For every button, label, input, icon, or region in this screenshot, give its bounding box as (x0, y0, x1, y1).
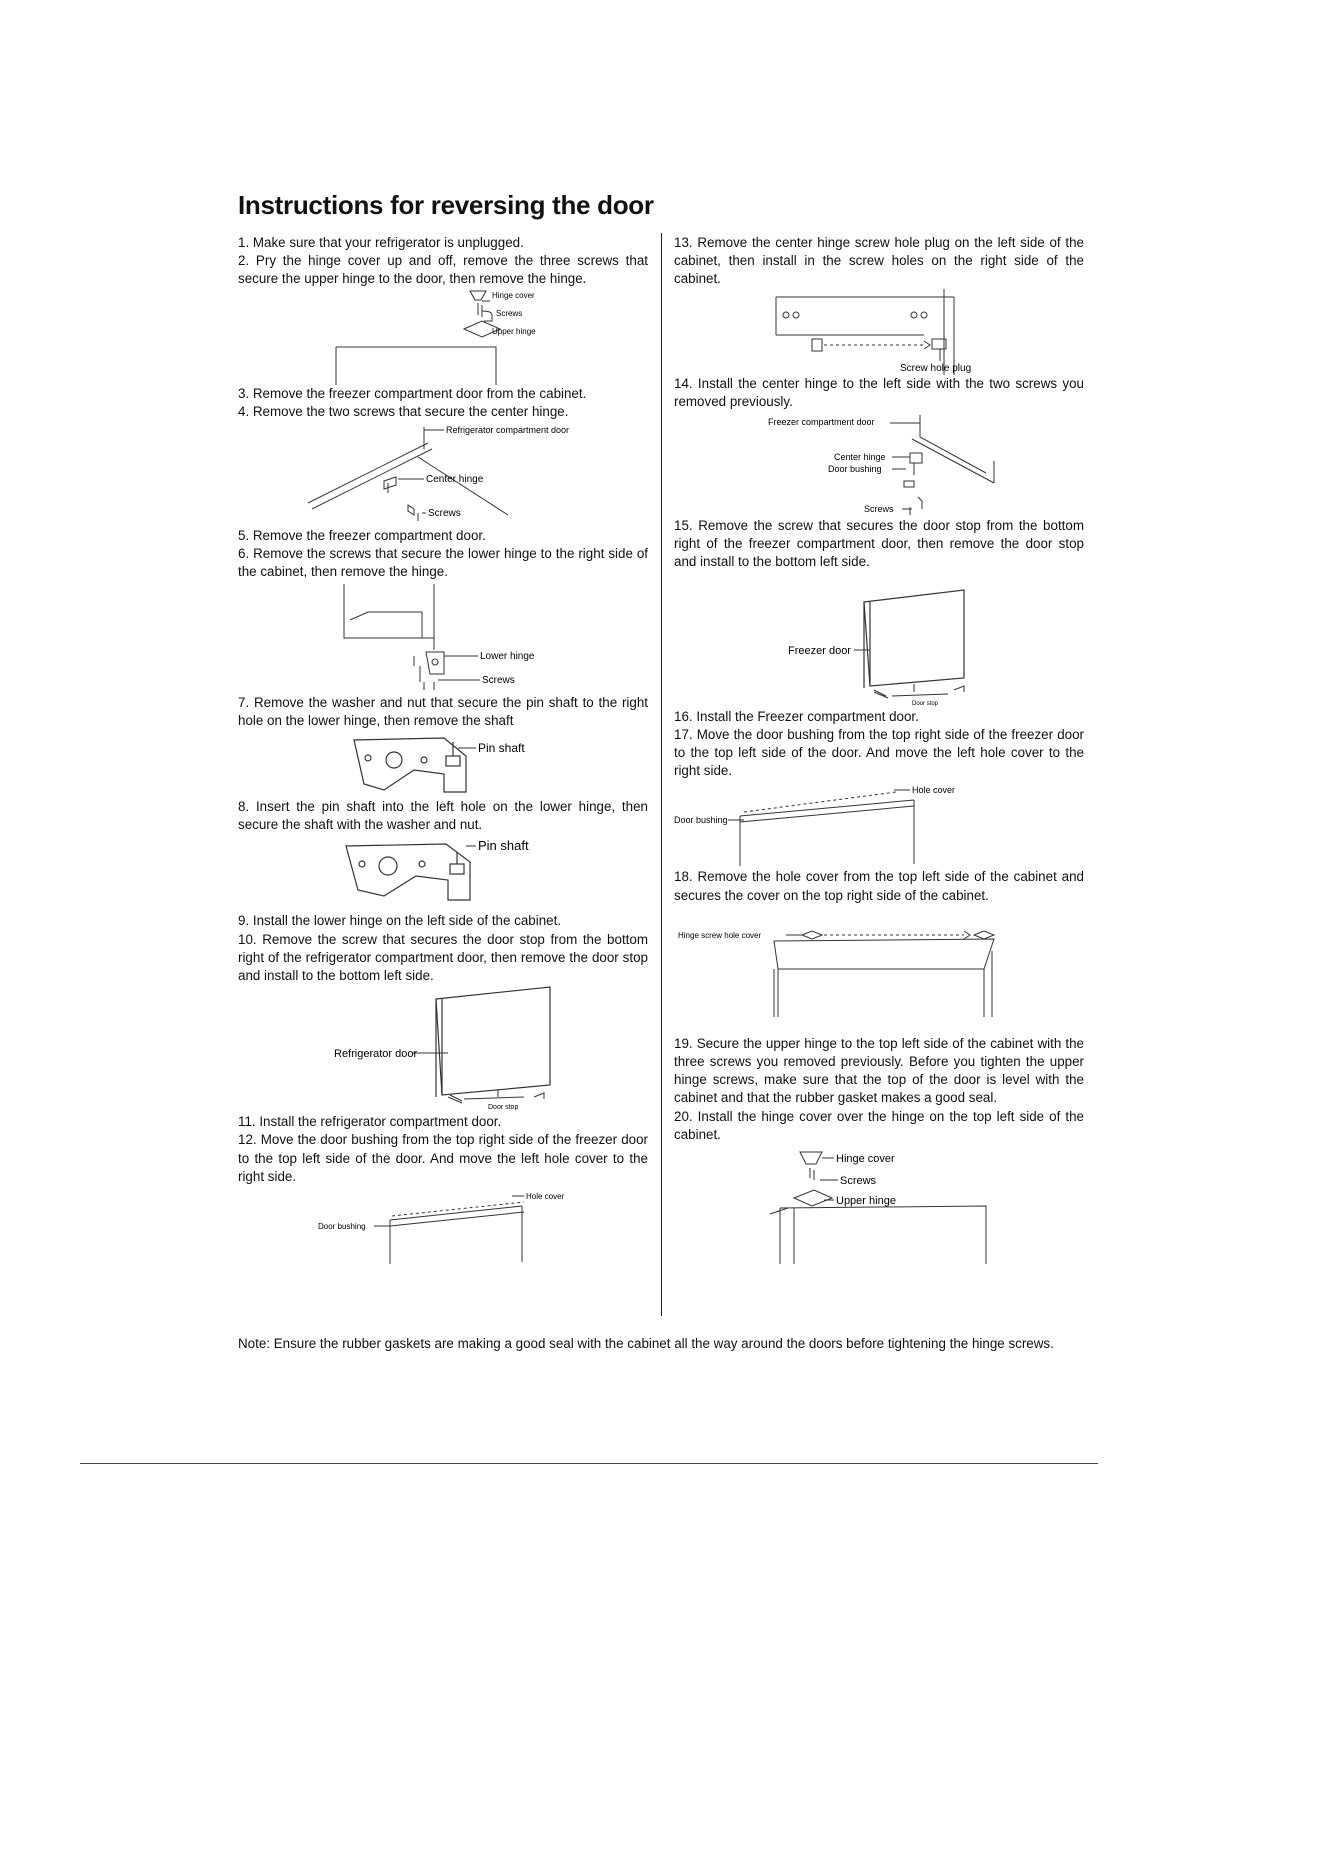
fig-lower-hinge (238, 582, 648, 694)
fig-refrigerator-door-stop (238, 985, 648, 1113)
fig-hinge-screw-hole-cover (674, 905, 1084, 1035)
step-10: 10. Remove the screw that secures the door stop from the bottom right of the refrigerator compartment door, then remove the door stop and install to the bottom left side. (238, 931, 648, 984)
column-divider (661, 233, 662, 1316)
label-door-bushing-2: Door bushing (828, 464, 882, 475)
step-6: 6. Remove the screws that secure the lower hinge to the right side of the cabinet, then remove the hinge. (238, 546, 648, 580)
label-screws-3: Screws (482, 674, 515, 686)
step-5: 5. Remove the freezer compartment door. (238, 528, 486, 544)
step-1: 1. Make sure that your refrigerator is unplugged. (238, 235, 524, 250)
label-door-stop-2: Door stop (912, 700, 939, 707)
fig-freezer-door-stop (674, 572, 1084, 708)
label-center-hinge-2: Center hinge (834, 452, 886, 463)
label-hole-cover: Hole cover (526, 1192, 565, 1202)
fig-hinge-cover-install (674, 1144, 1084, 1264)
fig-screw-hole-plug (674, 289, 1084, 375)
label-screws-4: Screws (864, 504, 894, 515)
fig-upper-hinge (238, 289, 648, 385)
step-19: 19. Secure the upper hinge to the top left side of the cabinet with the three screws you removed previously. Before you tighten the upper hinge screws, make sure that the top of the door is level with the cabinet and that the rubber gasket makes a good seal. (674, 1035, 1084, 1106)
label-hinge-cover-2: Hinge cover (836, 1153, 895, 1166)
step-18: 18. Remove the hole cover from the top left side of the cabinet and secures the cover on the top right side of the cabinet. (674, 869, 1084, 903)
label-upper-hinge: Upper hinge (492, 326, 536, 336)
step-20: 20. Install the hinge cover over the hinge on the top left side of the cabinet. (674, 1108, 1084, 1142)
label-screws-5: Screws (840, 1175, 877, 1188)
right-column (674, 234, 1084, 1264)
label-hinge-screw-hole-cover: Hinge screw hole cover (678, 930, 762, 940)
step-9: 9. Install the lower hinge on the left side of the cabinet. (238, 913, 562, 929)
step-15: 15. Remove the screw that secures the door stop from the bottom right of the freezer compartment door, then remove the door stop and install to the bottom left side. (674, 518, 1084, 570)
fig-pin-shaft-insert (238, 834, 648, 912)
step-11: 11. Install the refrigerator compartment door. (238, 1114, 502, 1130)
label-refrigerator-compartment-door: Refrigerator compartment door (446, 425, 570, 436)
label-door-stop: Door stop (488, 1104, 519, 1112)
step-13: 13. Remove the center hinge screw hole plug on the left side of the cabinet, then install in the screw holes on the right side of the cabinet. (674, 235, 1084, 287)
step-4: 4. Remove the two screws that secure the center hinge. (238, 403, 569, 419)
label-screws: Screws (496, 308, 523, 318)
fig-center-hinge (238, 421, 648, 527)
step-8: 8. Insert the pin shaft into the left hole on the lower hinge, then secure the shaft with the washer and nut. (238, 799, 648, 833)
step-16: 16. Install the Freezer compartment door. (674, 708, 919, 724)
label-refrigerator-door: Refrigerator door (334, 1048, 418, 1061)
step-14: 14. Install the center hinge to the left side with the two screws you removed previously. (674, 375, 1084, 409)
label-pin-shaft-2: Pin shaft (478, 838, 529, 854)
label-upper-hinge-2: Upper hinge (836, 1195, 896, 1208)
fig-door-bushing-left (238, 1186, 648, 1266)
label-door-bushing-3: Door bushing (674, 815, 728, 826)
footer-note: Note: Ensure the rubber gaskets are making a good seal with the cabinet all the way around the doors before tightening the hinge screws. (238, 1336, 1054, 1351)
label-hinge-cover: Hinge cover (492, 290, 535, 300)
step-7: 7. Remove the washer and nut that secure the pin shaft to the right hole on the lower hinge, then remove the shaft (238, 694, 648, 728)
page-rule (80, 1463, 1098, 1464)
label-screw-hole-plug: Screw hole plug (900, 362, 972, 374)
label-freezer-door: Freezer door (788, 644, 851, 657)
label-freezer-compartment-door: Freezer compartment door (768, 417, 875, 428)
fig-door-bushing-right (674, 780, 1084, 868)
page-title: Instructions for reversing the door (238, 190, 654, 220)
step-3: 3. Remove the freezer compartment door from the cabinet. (238, 385, 587, 401)
step-2: 2. Pry the hinge cover up and off, remove the three screws that secure the upper hinge to the door, then remove the hinge. (238, 253, 648, 287)
label-door-bushing: Door bushing (318, 1222, 366, 1232)
label-lower-hinge: Lower hinge (480, 650, 535, 662)
left-column (238, 234, 648, 1266)
label-pin-shaft: Pin shaft (478, 741, 525, 756)
step-17: 17. Move the door bushing from the top right side of the freezer door to the top left side of the door. And move the left hole cover to the right side. (674, 726, 1084, 779)
label-screws-2: Screws (428, 508, 461, 520)
step-12: 12. Move the door bushing from the top right side of the freezer door to the top left side of the door. And move the left hole cover to the right side. (238, 1132, 648, 1184)
fig-pin-shaft-remove (238, 730, 648, 798)
fig-center-hinge-install (674, 411, 1084, 517)
label-center-hinge: Center hinge (426, 474, 484, 486)
label-hole-cover-2: Hole cover (912, 785, 956, 796)
